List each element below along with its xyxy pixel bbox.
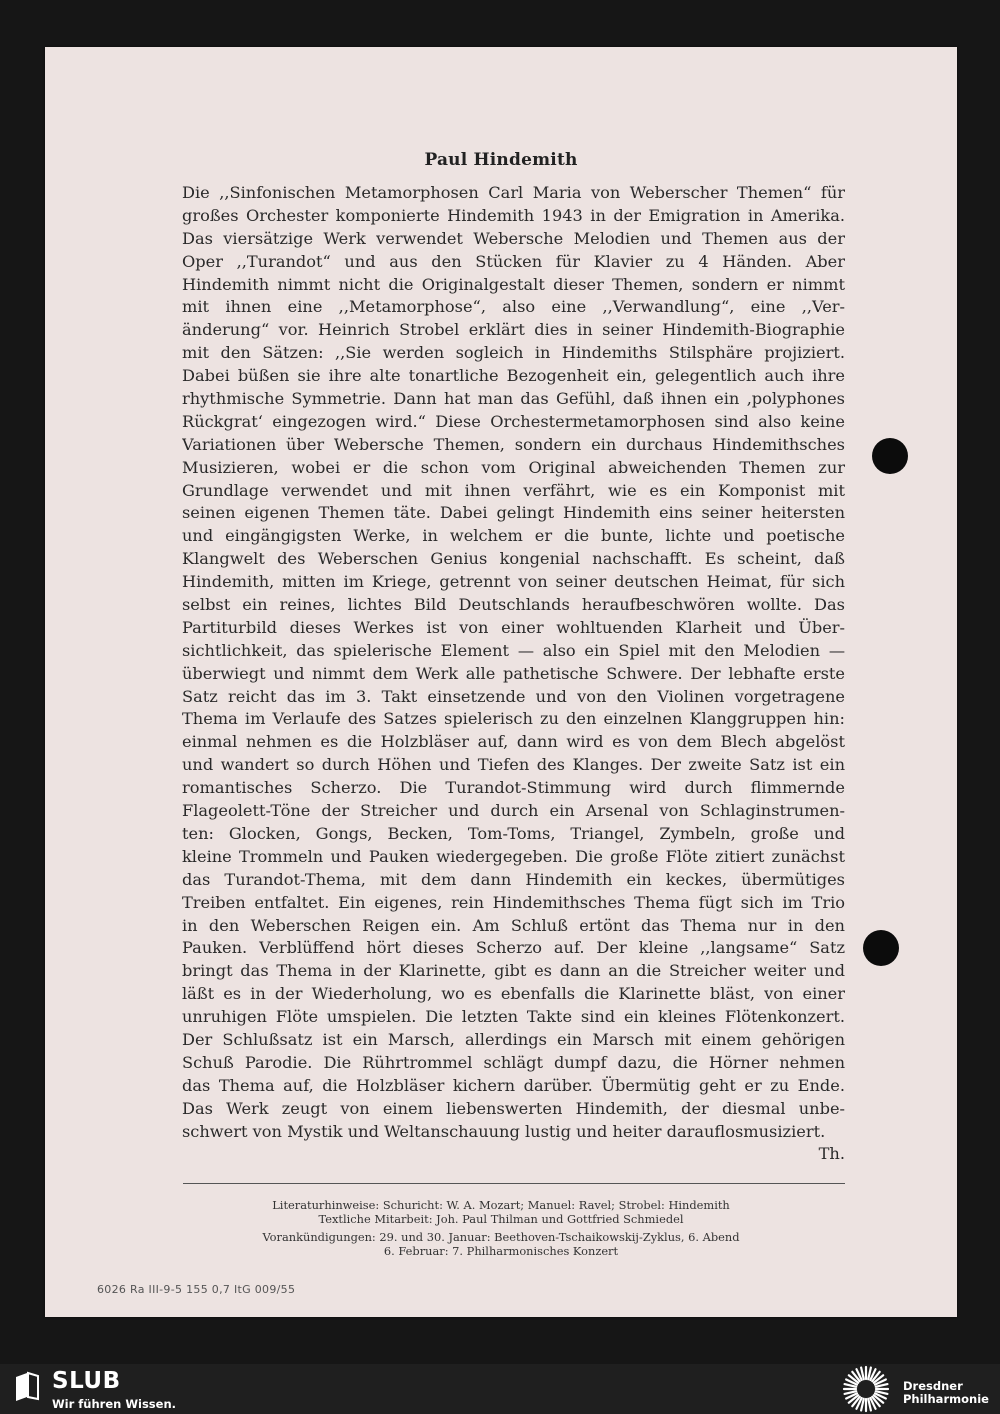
text-line: Satz reicht das im 3. Takt einsetzende und von den Violinen vorgetragene xyxy=(182,686,845,706)
philharmonie-line-1: Dresdner xyxy=(903,1379,963,1393)
text-line: überwiegt und nimmt dem Werk alle pathetische Schwere. Der lebhafte erste xyxy=(182,663,845,683)
text-line: Partiturbild dieses Werkes ist von einer wohltuenden Klarheit und Über- xyxy=(182,617,845,637)
punch-hole xyxy=(863,930,899,966)
text-line: Thema im Verlaufe des Satzes spielerisch zu den einzelnen Klanggruppen hin: xyxy=(182,709,845,729)
text-line: Flageolett-Töne der Streicher und durch ein Arsenal von Schlaginstrumen- xyxy=(182,801,845,821)
text-line: Musizieren, wobei er die schon vom Original abweichenden Themen zur xyxy=(182,457,845,477)
text-line: bringt das Thema in der Klarinette, gibt es dann an die Streicher weiter und xyxy=(182,961,845,981)
text-line: änderung“ vor. Heinrich Strobel erklärt dies in seiner Hindemith-Biographie xyxy=(182,320,845,340)
literature-line: Literaturhinweise: Schuricht: W. A. Mozart; Manuel: Ravel; Strobel: Hindemith xyxy=(272,1198,730,1212)
announcement-line-2: 6. Februar: 7. Philharmonisches Konzert xyxy=(383,1244,619,1258)
text-line: und wandert so durch Höhen und Tiefen des Klanges. Der zweite Satz ist ein xyxy=(182,755,845,775)
announcements xyxy=(45,1230,957,1258)
slub-name: SLUB xyxy=(52,1368,121,1394)
text-line: schwert von Mystik und Weltanschauung lustig und heiter darauflosmusiziert. xyxy=(182,1121,826,1141)
text-line: Schuß Parodie. Die Rührtrommel schlägt dumpf dazu, die Hörner nehmen xyxy=(182,1052,845,1072)
slub-tagline: Wir führen Wissen. xyxy=(52,1397,177,1411)
text-line: romantisches Scherzo. Die Turandot-Stimmung wird durch flimmernde xyxy=(182,778,845,798)
text-line: Hindemith nimmt nicht die Originalgestalt dieser Themen, sondern er nimmt xyxy=(182,274,845,294)
text-line: läßt es in der Wiederholung, wo es ebenfalls die Klarinette bläst, von einer xyxy=(182,984,845,1004)
document-page xyxy=(45,47,957,1317)
text-line: mit den Sätzen: ,,Sie werden sogleich in Hindemiths Stilsphäre projiziert. xyxy=(182,343,845,363)
text-line: Das viersätzige Werk verwendet Webersche Melodien und Themen aus der xyxy=(182,228,845,248)
text-line: ten: Glocken, Gongs, Becken, Tom-Toms, Triangel, Zymbeln, große und xyxy=(182,823,845,843)
text-line: Pauken. Verblüffend hört dieses Scherzo auf. Der kleine ,,langsame“ Satz xyxy=(182,938,845,958)
text-line: Variationen über Webersche Themen, sondern ein durchaus Hindemithsches xyxy=(182,434,845,454)
page-title: Paul Hindemith xyxy=(424,150,578,170)
punch-hole xyxy=(872,438,908,474)
philharmonie-sunburst-icon xyxy=(841,1365,891,1413)
footer-bar xyxy=(0,1364,1000,1414)
text-line: Das Werk zeugt von einem liebenswerten Hindemith, der diesmal unbe- xyxy=(182,1098,845,1118)
text-line: großes Orchester komponierte Hindemith 1943 in der Emigration in Amerika. xyxy=(182,205,845,225)
collaboration-line: Textliche Mitarbeit: Joh. Paul Thilman und Gottfried Schmiedel xyxy=(318,1212,684,1226)
philharmonie-name xyxy=(903,1380,989,1406)
text-line: seinen eigenen Themen täte. Dabei gelingt Hindemith eins seiner heitersten xyxy=(182,503,845,523)
text-line: Klangwelt des Weberschen Genius kongenial nachschafft. Es scheint, daß xyxy=(182,549,845,569)
signature: Th. xyxy=(818,1144,845,1164)
text-line: unruhigen Flöte umspielen. Die letzten Takte sind ein kleines Flötenkonzert. xyxy=(182,1007,845,1027)
body-text xyxy=(182,182,845,1166)
text-line: selbst ein reines, lichtes Bild Deutschlands heraufbeschwören wollte. Das xyxy=(182,595,845,615)
text-line: Treiben entfaltet. Ein eigenes, rein Hindemithsches Thema fügt sich im Trio xyxy=(182,892,845,912)
text-line: Oper ,,Turandot“ und aus den Stücken für Klavier zu 4 Händen. Aber xyxy=(182,251,845,271)
text-line: Hindemith, mitten im Kriege, getrennt von seiner deutschen Heimat, für sich xyxy=(182,572,845,592)
print-code: 6026 Ra III-9-5 155 0,7 ItG 009/55 xyxy=(97,1283,296,1296)
text-line: Dabei büßen sie ihre alte tonartliche Bezogenheit ein, gelegentlich auch ihre xyxy=(182,366,845,386)
text-line: Grundlage verwendet und mit ihnen verfährt, wie es ein Komponist mit xyxy=(182,480,845,500)
text-line: Der Schlußsatz ist ein Marsch, allerdings ein Marsch mit einem gehörigen xyxy=(182,1029,845,1049)
text-line: mit ihnen eine ,,Metamorphose“, also eine ,,Verwandlung“, eine ,,Ver- xyxy=(182,297,845,317)
philharmonie-line-2: Philharmonie xyxy=(903,1392,989,1406)
literature-notes xyxy=(45,1198,957,1226)
divider xyxy=(183,1183,845,1184)
text-line: einmal nehmen es die Holzbläser auf, dann wird es von dem Blech abgelöst xyxy=(182,732,845,752)
text-line: und eingängigsten Werke, in welchem er die bunte, lichte und poetische xyxy=(182,526,845,546)
text-line: das Thema auf, die Holzbläser kichern darüber. Übermütig geht er zu Ende. xyxy=(182,1075,845,1095)
text-line: Die ,,Sinfonischen Metamorphosen Carl Maria von Weberscher Themen“ für xyxy=(182,183,845,202)
announcement-line-1: Vorankündigungen: 29. und 30. Januar: Beethoven-Tschaikowskij-Zyklus, 6. Abend xyxy=(262,1230,740,1244)
slub-book-icon xyxy=(14,1371,40,1401)
text-line: in den Weberschen Reigen ein. Am Schluß ertönt das Thema nur in den xyxy=(182,915,845,935)
text-line: kleine Trommeln und Pauken wiedergegeben. Die große Flöte zitiert zunächst xyxy=(182,846,845,866)
text-line: das Turandot-Thema, mit dem dann Hindemith ein keckes, übermütiges xyxy=(182,869,845,889)
text-line: rhythmische Symmetrie. Dann hat man das Gefühl, daß ihnen ein ‚polyphones xyxy=(182,389,845,409)
text-line: Rückgrat‘ eingezogen wird.“ Diese Orchestermetamorphosen sind also keine xyxy=(182,411,845,431)
text-line: sichtlichkeit, das spielerische Element — also ein Spiel mit den Melodien — xyxy=(182,640,845,660)
